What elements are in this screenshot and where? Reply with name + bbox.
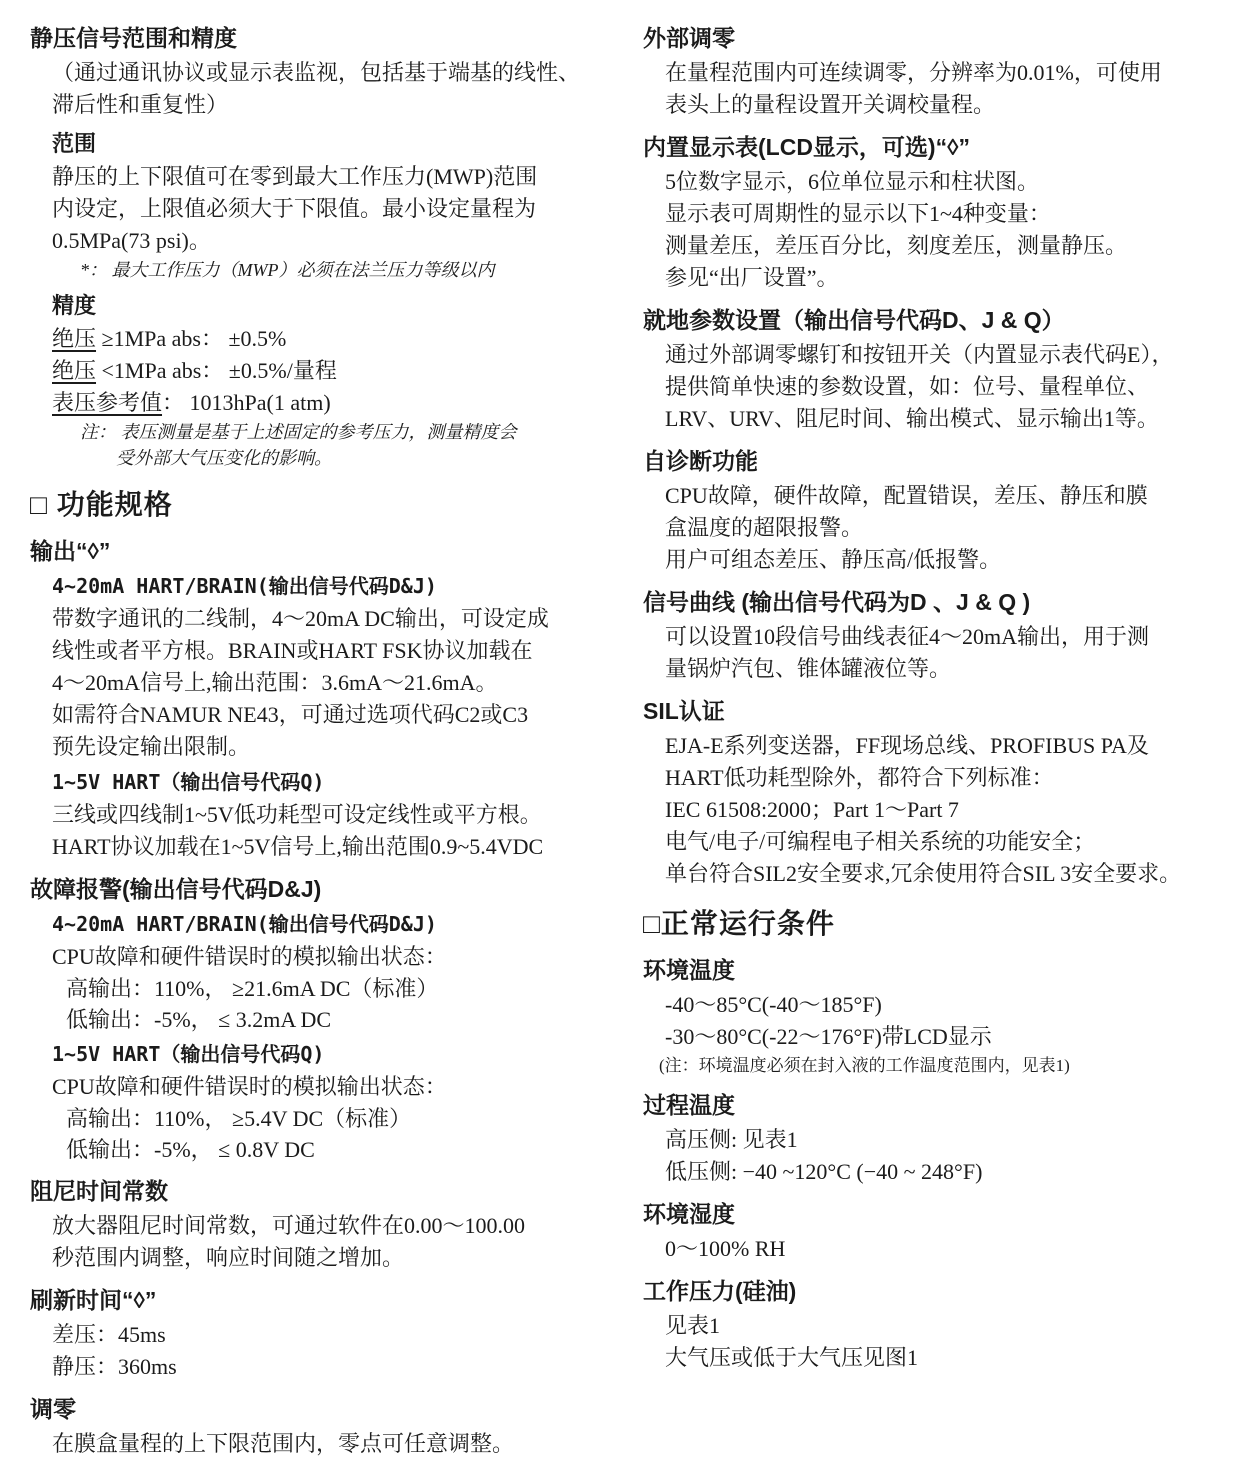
spec-text-line: 5位数字显示，6位单位显示和柱状图。 <box>665 169 1040 194</box>
signal-code-subheading: 1~5V HART（输出信号代码Q) <box>52 1042 325 1066</box>
spec-text-line: 电气/电子/可编程电子相关系统的功能安全； <box>665 829 1096 854</box>
spec-text-line: 预先设定输出限制。 <box>52 734 251 759</box>
spec-text-line: 单台符合SIL2安全要求,冗余使用符合SIL 3安全要求。 <box>665 861 1182 886</box>
self-diagnostics <box>643 446 1249 576</box>
spec-text-line: LRV、URV、阻尼时间、输出模式、显示输出1等。 <box>665 406 1159 431</box>
update-time <box>30 1285 643 1383</box>
spec-heading: 信号曲线 (输出信号代码为D 、J & Q ) <box>643 589 1031 615</box>
spec-heading: 外部调零 <box>643 25 735 51</box>
spec-heading: 自诊断功能 <box>643 448 758 474</box>
spec-text-line: 在量程范围内可连续调零，分辨率为0.01%，可使用 <box>665 60 1162 85</box>
spec-text-line: HART协议加载在1~5V信号上,输出范围0.9~5.4VDC <box>52 834 544 859</box>
spec-heading: SIL认证 <box>643 698 725 724</box>
spec-text-line: 高压侧: 见表1 <box>665 1127 798 1152</box>
spec-text-line: 提供简单快速的参数设置，如：位号、量程单位、 <box>665 374 1150 399</box>
spec-heading: 内置显示表(LCD显示，可选)“◊” <box>643 134 970 160</box>
spec-text-line: 高输出：110%， ≥5.4V DC（标准） <box>66 1106 412 1131</box>
spec-text-line <box>52 355 643 387</box>
spec-text-line: 量锅炉汽包、锥体罐液位等。 <box>665 656 952 681</box>
static-pressure-signal-range-and-accuracy <box>30 23 643 121</box>
signal-code-subheading: 4~20mA HART/BRAIN(输出信号代码D&J) <box>52 574 437 598</box>
footnote-line: *： 最大工作压力（MWP）必须在法兰压力等级以内 <box>80 260 495 280</box>
spec-text-line: 表头上的量程设置开关调校量程。 <box>665 92 996 117</box>
spec-text-line: 通过外部调零螺钉和按钮开关（内置显示表代码E）， <box>665 342 1174 367</box>
spec-text-line: 秒范围内调整，响应时间随之增加。 <box>52 1245 405 1270</box>
spec-subheading: 精度 <box>52 293 97 318</box>
spec-heading: 刷新时间“◊” <box>30 1287 157 1313</box>
spec-text-line: EJA-E系列变送器，FF现场总线、PROFIBUS PA及 <box>665 733 1149 758</box>
spec-text-line: 高输出：110%， ≥21.6mA DC（标准） <box>66 976 439 1001</box>
ambient-humidity <box>643 1199 1249 1265</box>
spec-heading: 静压信号范围和精度 <box>30 25 237 51</box>
spec-text-line: 0.5MPa(73 psi)。 <box>52 228 211 253</box>
output <box>30 536 643 863</box>
spec-text-line: 线性或者平方根。BRAIN或HART FSK协议加载在 <box>52 638 533 663</box>
spec-text-line <box>52 323 643 355</box>
text-segment: ≥1MPa abs： ±0.5% <box>96 326 287 351</box>
sil-certification <box>643 696 1249 890</box>
spec-text-line: 4～20mA信号上,输出范围：3.6mA～21.6mA。 <box>52 670 498 695</box>
footnote-line: 注： 表压测量是基于上述固定的参考压力，测量精度会 <box>80 422 517 442</box>
spec-heading: 环境湿度 <box>643 1201 735 1227</box>
spec-heading: 环境温度 <box>643 957 735 983</box>
spec-heading: 故障报警(输出信号代码D&J) <box>30 876 322 902</box>
spec-text-line: IEC 61508:2000；Part 1～Part 7 <box>665 797 959 822</box>
spec-text-line: 盒温度的超限报警。 <box>665 515 864 540</box>
text-segment: <1MPa abs： ±0.5%/量程 <box>96 358 337 383</box>
external-zero-adjustment <box>643 23 1249 121</box>
signal-characterizer <box>643 587 1249 685</box>
spec-text-line: 低输出：-5%， ≤ 3.2mA DC <box>66 1007 332 1032</box>
spec-text-line: 显示表可周期性的显示以下1~4种变量： <box>665 201 1051 226</box>
spec-heading: 工作压力(硅油) <box>643 1278 797 1304</box>
spec-heading: 阻尼时间常数 <box>30 1178 168 1204</box>
functional-specifications <box>30 485 643 525</box>
left-column <box>30 12 643 1455</box>
range <box>30 129 643 283</box>
spec-text-line: 用户可组态差压、静压高/低报警。 <box>665 547 1002 572</box>
spec-text-line: 放大器阻尼时间常数，可通过软件在0.00～100.00 <box>52 1213 526 1238</box>
spec-text-line: 静压：360ms <box>52 1354 177 1379</box>
spec-text-line: 低输出：-5%， ≤ 0.8V DC <box>66 1137 315 1162</box>
spec-heading: 就地参数设置（输出信号代码D、J & Q） <box>643 307 1065 333</box>
working-pressure-silicone-oil <box>643 1276 1249 1374</box>
spec-heading: 调零 <box>30 1396 76 1422</box>
spec-text-line: 可以设置10段信号曲线表征4～20mA输出，用于测 <box>665 624 1150 649</box>
spec-heading: 输出“◊” <box>30 538 111 564</box>
spec-text-line: 带数字通讯的二线制，4～20mA DC输出，可设定成 <box>52 606 549 631</box>
integral-indicator <box>643 132 1249 294</box>
spec-text-line <box>52 387 643 419</box>
spec-text-line: 静压的上下限值可在零到最大工作压力(MWP)范围 <box>52 164 538 189</box>
failure-alarm <box>30 874 643 1165</box>
spec-text-line: CPU故障和硬件错误时的模拟输出状态： <box>52 1074 447 1099</box>
accuracy <box>30 291 643 471</box>
spec-heading: 过程温度 <box>643 1092 735 1118</box>
damping-time-constant <box>30 1176 643 1274</box>
section-title: □ 功能规格 <box>30 489 173 520</box>
spec-text-line: 参见“出厂设置”。 <box>665 265 839 290</box>
process-temperature <box>643 1090 1249 1188</box>
spec-text-line: CPU故障，硬件故障，配置错误，差压、静压和膜 <box>665 483 1148 508</box>
footnote-line: 受外部大气压变化的影响。 <box>116 448 332 468</box>
spec-text-line: -30～80°C(-22～176°F)带LCD显示 <box>665 1024 992 1049</box>
spec-text-line: 测量差压，差压百分比，刻度差压，测量静压。 <box>665 233 1128 258</box>
spec-text-line: 见表1 <box>665 1313 721 1338</box>
spec-text-line: 三线或四线制1~5V低功耗型可设定线性或平方根。 <box>52 802 542 827</box>
spec-text-line: 差压：45ms <box>52 1322 166 1347</box>
spec-text-line: 0～100% RH <box>665 1236 786 1261</box>
signal-code-subheading: 1~5V HART（输出信号代码Q) <box>52 770 325 794</box>
zero-adjustment <box>30 1394 643 1460</box>
spec-text-line: -40～85°C(-40～185°F) <box>665 992 882 1017</box>
spec-text-line: 低压侧: −40 ~120°C (−40 ~ 248°F) <box>665 1159 983 1184</box>
spec-text-line: 在膜盒量程的上下限范围内，零点可任意调整。 <box>52 1431 515 1456</box>
local-parameter-setting <box>643 305 1249 435</box>
spec-text-line: 滞后性和重复性） <box>52 92 229 117</box>
spec-text-line: 如需符合NAMUR NE43，可通过选项代码C2或C3 <box>52 702 529 727</box>
underlined-term: 绝压 <box>52 358 97 383</box>
right-column <box>643 12 1249 1455</box>
ambient-temperature <box>643 955 1249 1079</box>
spec-text-line: 大气压或低于大气压见图1 <box>665 1345 919 1370</box>
spec-text-line: CPU故障和硬件错误时的模拟输出状态： <box>52 944 447 969</box>
spec-text-line: 内设定，上限值必须大于下限值。最小设定量程为 <box>52 196 537 221</box>
note-line: (注：环境温度必须在封入液的工作温度范围内，见表1) <box>659 1056 1070 1075</box>
signal-code-subheading: 4~20mA HART/BRAIN(输出信号代码D&J) <box>52 912 437 936</box>
spec-subheading: 范围 <box>52 131 97 156</box>
spec-text-line: （通过通讯协议或显示表监视，包括基于端基的线性、 <box>52 60 581 85</box>
normal-operating-conditions <box>643 904 1249 944</box>
underlined-term: 表压参考值 <box>52 390 163 415</box>
section-title: □正常运行条件 <box>643 908 835 939</box>
spec-text-line: HART低功耗型除外，都符合下列标准： <box>665 765 1054 790</box>
underlined-term: 绝压 <box>52 326 97 351</box>
text-segment: ： 1013hPa(1 atm) <box>162 390 331 415</box>
